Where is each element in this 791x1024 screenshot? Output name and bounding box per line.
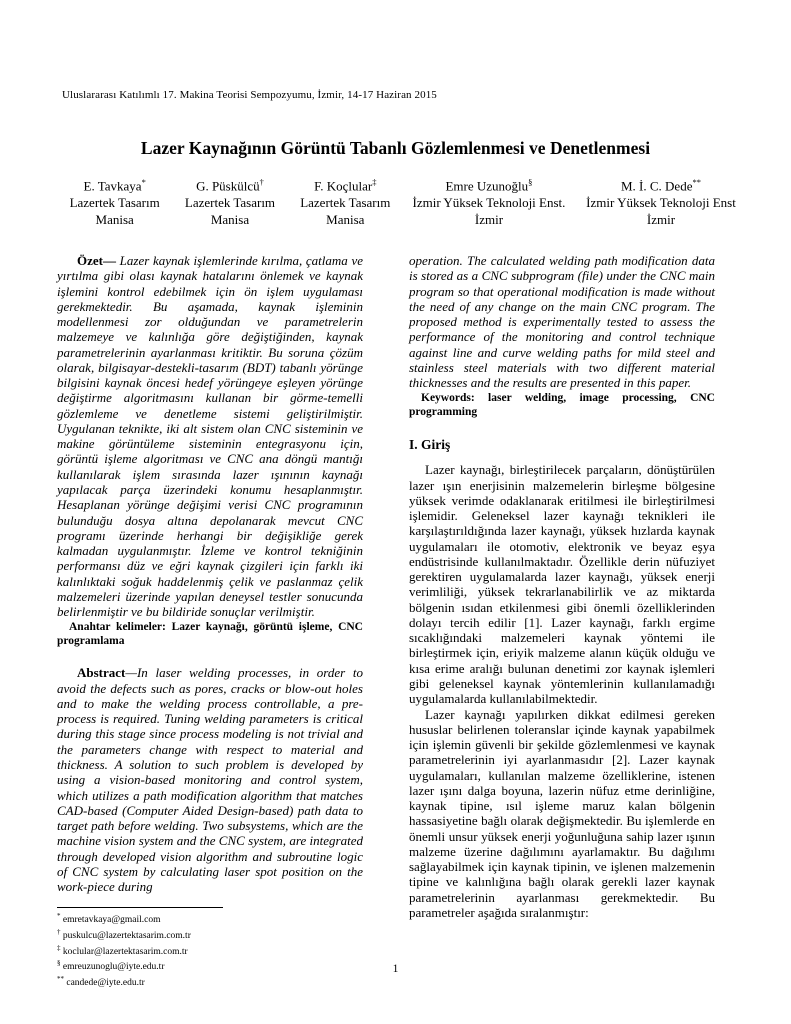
footnote-email: puskulcu@lazertektasarim.com.tr	[62, 931, 191, 942]
footnote-marker: §	[57, 959, 61, 968]
author-4	[403, 177, 575, 228]
author-name: G. Püskülcü†	[196, 177, 264, 194]
page-number: 1	[392, 963, 399, 975]
author-name: E. Tavkaya*	[83, 177, 146, 194]
author-2	[172, 177, 287, 228]
abstract-paragraph	[57, 665, 363, 894]
keywords-line: Keywords: laser welding, image processing, CNC programming	[409, 392, 715, 419]
intro-paragraph-2: Lazer kaynağı yapılırken dikkat edilmesi gereken hususlar belirlenen toleranslar içinde kaynak yapabilmek için işlemin güvenli bir şekilde gözlemlenmesi ve kaynak parametrelerinin iyi ayarlanmasıdır [2]. Lazer kaynak uygulamaları, kullanılan malzeme özelliklerine, istenen lazer ışını dalga boyuna, lazerin nüfuz etme derinliğine, kaynak tipine, ısıl işleme maruz kalan bölgenin hassasiyetine bağlı olarak değişmektedir. Bu işlemlerde en önemli unsur yüksek enerji yoğunluğuna sahip lazer ışının malzeme üzerine dağılımını ayarlamaktır. Bu dağılımı sağlayabilmek için kaynak tipinin, ve işlenen malzemenin tipine ve kalınlığına bağlı olarak gerekli lazer kaynak parametrelerinin ayarlanması gerekmektedir. Bu parametreler aşağıda sıralanmıştır:	[409, 706, 715, 920]
author-footnote-marker: §	[528, 177, 533, 187]
footnote-5	[57, 975, 363, 991]
left-column	[57, 253, 363, 991]
footnote-3	[57, 944, 363, 960]
footnote-email: emreuzunoglu@iyte.edu.tr	[62, 962, 165, 973]
author-affiliation: İzmir Yüksek Teknoloji Enst	[586, 194, 736, 210]
author-city: İzmir	[474, 211, 504, 227]
section-heading-giris: I. Giriş	[409, 437, 451, 453]
footnote-1	[57, 912, 363, 928]
footnote-marker: **	[57, 974, 64, 983]
author-5	[575, 177, 747, 228]
author-footnote-marker: ‡	[372, 177, 377, 187]
anahtar-kelimeler: Anahtar kelimeler: Lazer kaynağı, görüntü işleme, CNC programlama	[57, 621, 363, 648]
author-3	[288, 177, 403, 228]
footnote-block	[57, 907, 363, 990]
footnote-marker: †	[57, 928, 61, 937]
two-column-body	[57, 253, 715, 991]
author-name: F. Koçlular‡	[314, 177, 377, 194]
footnote-marker: *	[57, 912, 61, 921]
conference-header: Uluslararası Katılımlı 17. Makina Teorisi Sempozyumu, İzmir, 14-17 Haziran 2015	[62, 89, 437, 101]
author-name: M. İ. C. Dede**	[620, 177, 701, 194]
author-1	[57, 177, 172, 228]
intro-paragraph-1: Lazer kaynağı, birleştirilecek parçaların, dönüştürülen lazer ışın enerjisinin malzemelerin birleşme bölgesine yüksek verimde odaklanarak eritilmesi ile birleştirilmesi işlemidir. Geleneksel lazer kaynağı teknikleri ile karşılaştırıldığında lazer kaynağı, yüksek hızlarda kaynak uygulamaları ile otomotiv, elektronik ve beyaz eşya endüstrisinde kullanılmaktadır. Özellikle derin nüfuziyet gerektiren uygulamalarda lazer kaynağı, yüksek enerji verimliliği, yüksek tekrarlanabilirlik ve az miktarda bölgenin ısıdan etkilenmesi gibi önemli özelliklerinden dolayı tercih edilir [1]. Lazer kaynağı, farklı ergime sıcaklığındaki malzemeleri kaynak yöntemi ile birleştirmek için, eriyik malzeme alanın küçük olduğu ve kısa erime aralığı bulunan denetimi zor kaynak işlemleri gibi geleneksel kaynak yöntemlerinin kullanılamadığı uygulamalarda kullanılabilmektedir.	[409, 462, 715, 707]
author-footnote-marker: *	[141, 177, 146, 187]
author-affiliation: Lazertek Tasarım	[69, 194, 160, 210]
ozet-label: Özet	[77, 253, 103, 268]
paper-title: Lazer Kaynağının Görüntü Tabanlı Gözlemlenmesi ve Denetlenmesi	[140, 138, 651, 158]
author-footnote-marker: †	[259, 177, 264, 187]
author-city: İzmir	[646, 211, 676, 227]
abstract-continuation: operation. The calculated welding path modification data is stored as a CNC subprogram (file) under the CNC main program so that operational modification is made without the need of any change on the main CNC program. The proposed method is experimentally tested to assess the performance of the monitoring and control technique against line and curve welding paths for mild steel and stainless steel materials with two different material thicknesses and the results are presented in this paper.	[409, 253, 715, 391]
author-block	[57, 177, 747, 228]
footnote-email: candede@iyte.edu.tr	[66, 978, 145, 989]
author-city: Manisa	[210, 211, 250, 227]
footnote-2	[57, 928, 363, 944]
footnote-separator	[57, 907, 223, 908]
footnote-email: emretavkaya@gmail.com	[62, 915, 161, 926]
author-affiliation: İzmir Yüksek Teknoloji Enst.	[412, 194, 566, 210]
author-city: Manisa	[326, 211, 365, 227]
ozet-paragraph	[57, 253, 363, 619]
author-footnote-marker: **	[692, 177, 701, 187]
author-affiliation: Lazertek Tasarım	[300, 194, 391, 210]
right-column	[409, 253, 715, 991]
ozet-dash: —	[102, 253, 120, 268]
ozet-text: Lazer kaynak işlemlerinde kırılma, çatlama ve yırtılma gibi olası kaynak hatalarını önlemek ve kaynak işlemini kontrol edebilmek için ön işlem uygulaması gerekmektedir. Bu aşamada, kaynak işleminin modellenmesi zor olduğundan ve parametrelerin malzemeye ve kalınlığa göre değiştiğinden, kaynak parametrelerinin ayarlanması kritiktir. Bu soruna çözüm olarak, bilgisayar-destekli-tasarım (BDT) tabanlı yörünge bilgisini kaynak öncesi hedef yörüngeye eşleyen yörünge değiştirme algoritmasını kullanan bir görme-temelli gözlemleme ve denetleme sistemi geliştirilmiştir. Uygulanan teknikte, iki alt sistem olan CNC sisteminin ve makine görüntüleme sisteminin entegrasyonu için, görüntü işleme algoritması ve CNC ana döngü mantığı kullanılarak işlem sırasında lazer ışınının kaynağı yapılacak parça üzerindeki konumu hesaplanmıştır. Hesaplanan yörünge değişimi verisi CNC programının bulunduğu dosya altına depolanarak mevcut CNC programı üzerinde herhangi bir değişikliğe gerek kalmadan uygulanmıştır. İzleme ve kontrol tekniğinin performansı düz ve eğri kaynak çizgileri için farklı iki kalınlıktaki soğuk haddelenmiş çelik ve paslanmaz çelik malzemeleri üzerinde yapılan deneysel testler sonucunda belirlenmiştir ve bu bildiride sonuçlar verilmiştir.	[57, 253, 363, 620]
abstract-text: —In laser welding processes, in order to avoid the defects such as pores, cracks or blow-out holes and to make the welding process controllable, a pre-process is required. Tuning welding parameters is critical during this stage since process modeling is not trivial and the parameters change with respect to material and thickness. A solution to such problem is developed by using a vision-based monitoring and control system, which utilizes a path modification algorithm that matches CAD-based (Computer Aided Design-based) path data to target path before welding. Two subsystems, which are the machine vision system and the CNC system, are integrated through developed vision algorithm and subroutine logic of CNC system by calculating laser spot position on the work-piece during	[57, 665, 363, 895]
author-city: Manisa	[95, 211, 134, 227]
footnote-marker: ‡	[57, 943, 61, 952]
author-affiliation: Lazertek Tasarım	[184, 194, 276, 210]
footnote-email: koclular@lazertektasarim.com.tr	[62, 946, 188, 957]
author-name: Emre Uzunoğlu§	[445, 177, 533, 194]
abstract-label: Abstract	[77, 665, 126, 681]
